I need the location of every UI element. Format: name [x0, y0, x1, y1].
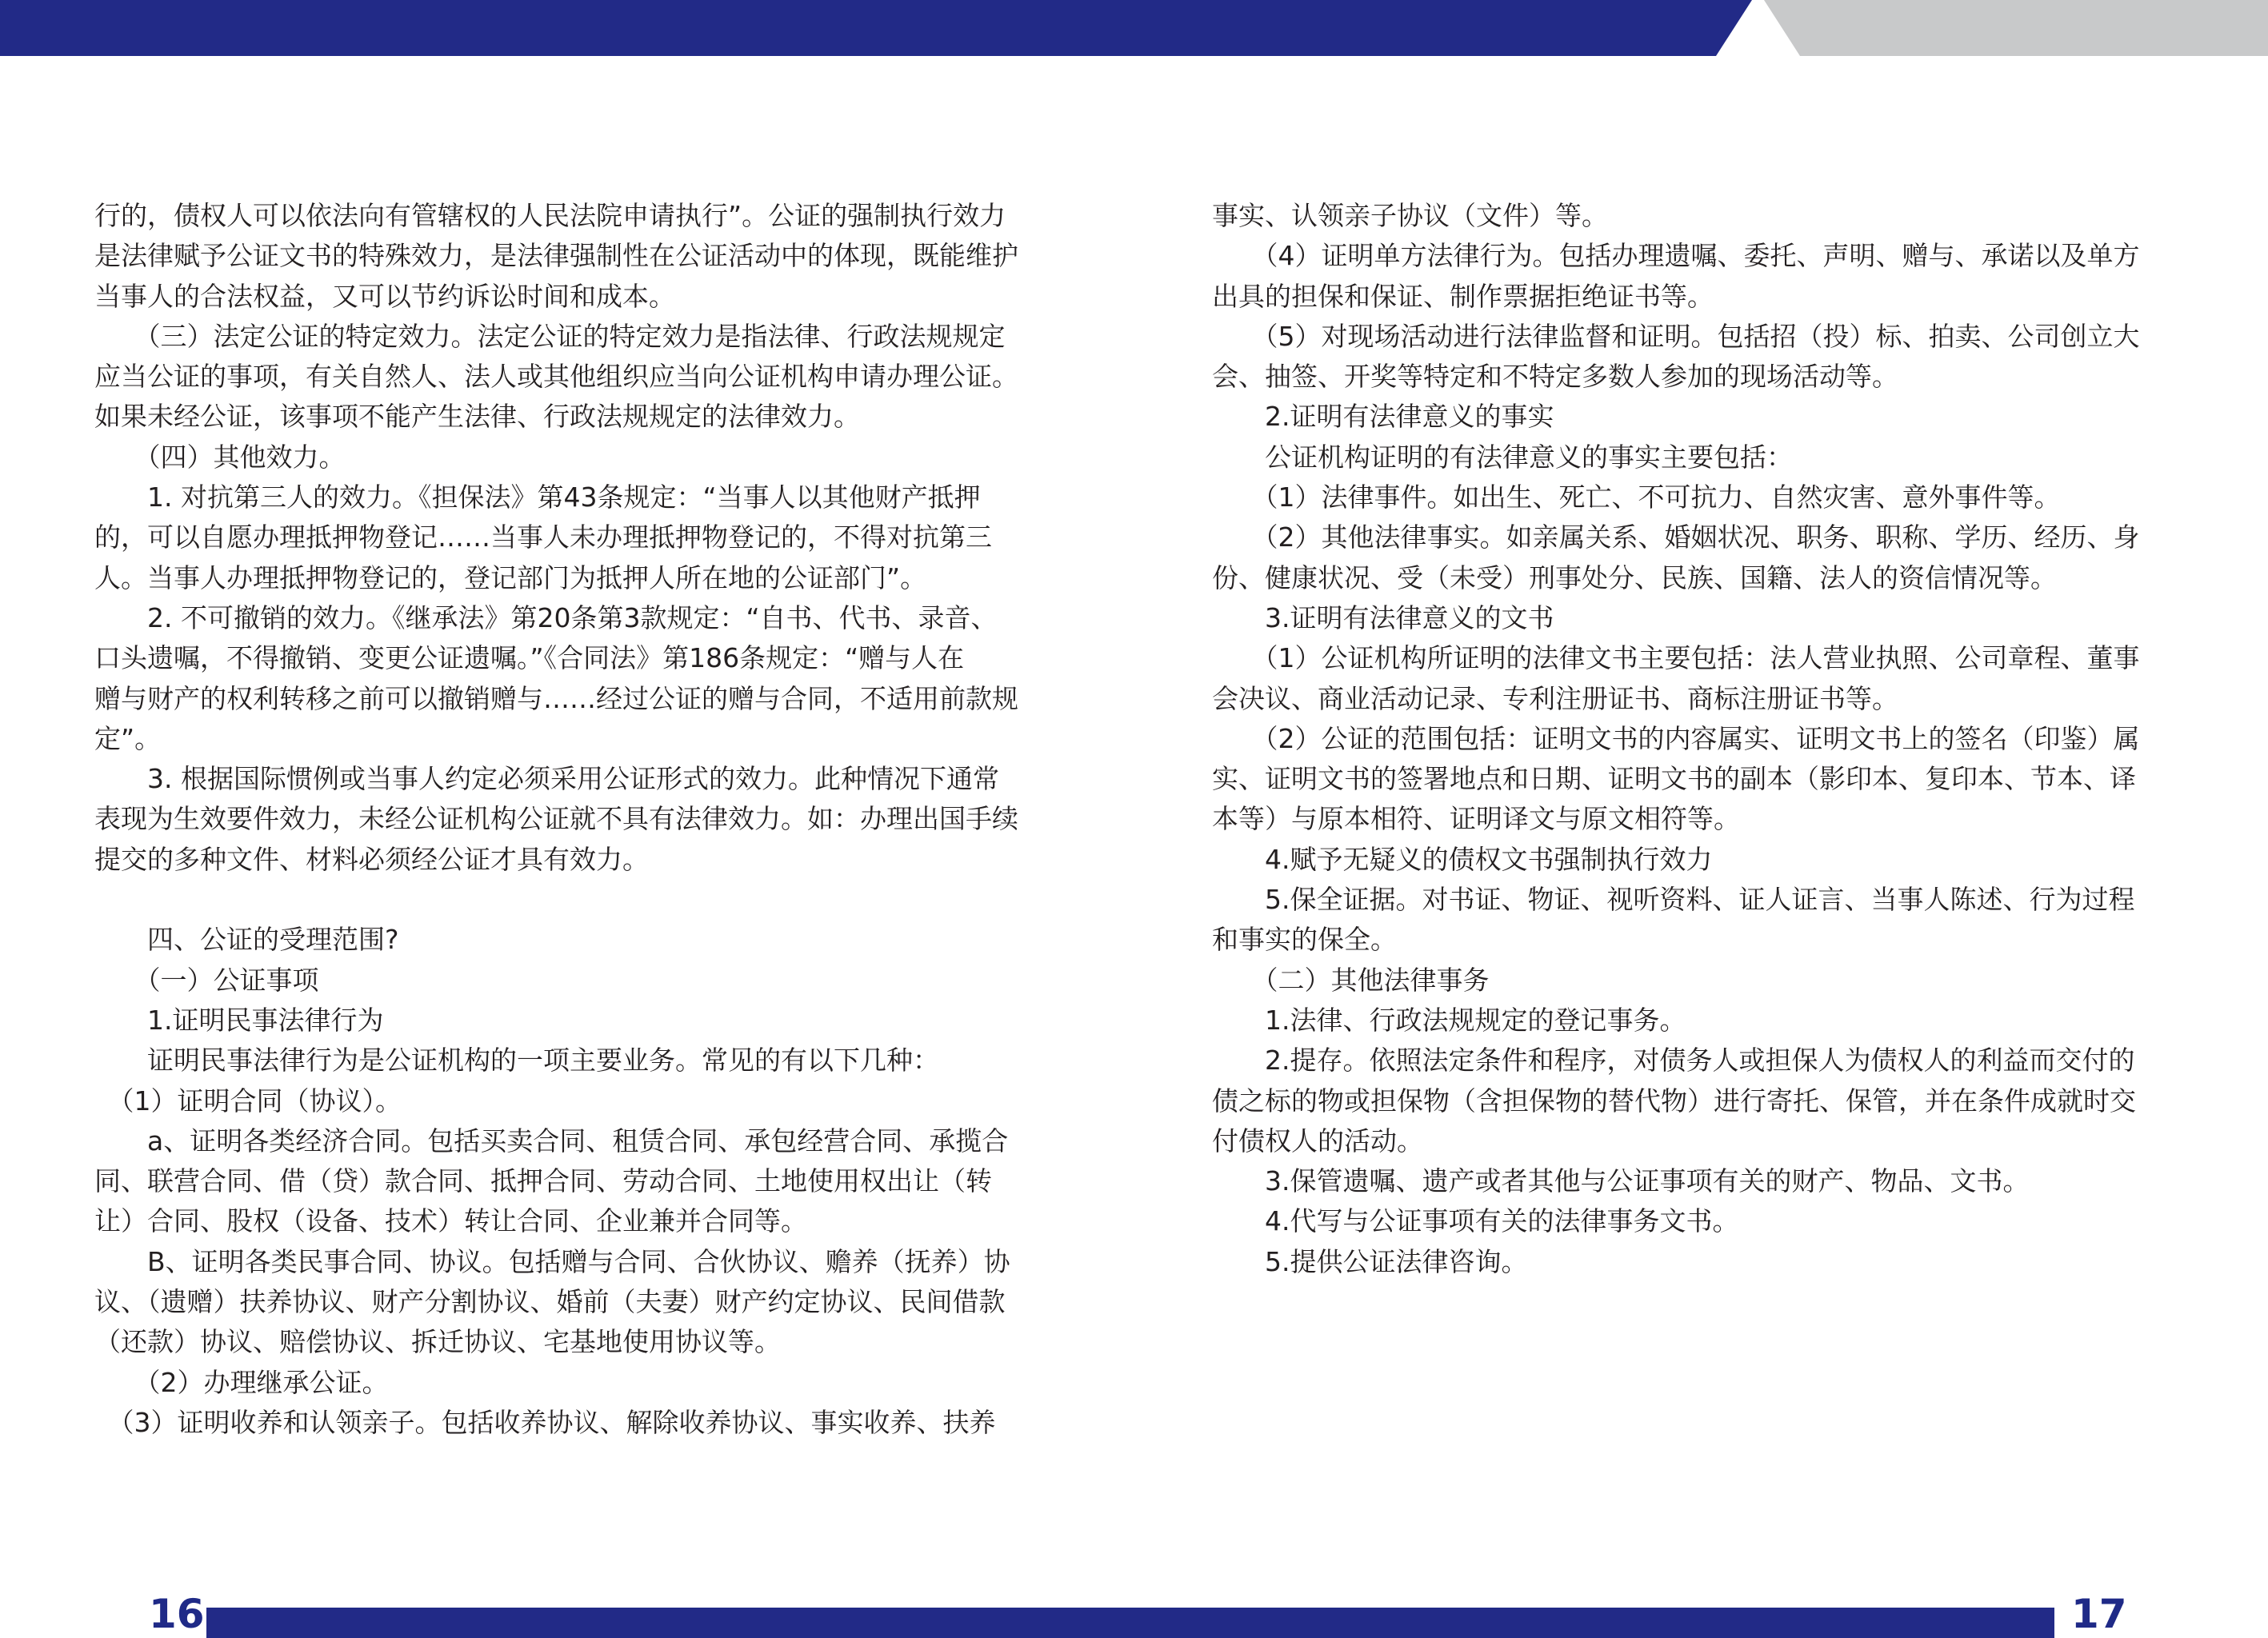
text-line: 表现为生效要件效力，未经公证机构公证就不具有法律效力。如：办理出国手续: [94, 803, 1018, 835]
text-line: 1. 对抗第三人的效力。《担保法》第43条规定：“当事人以其他财产抵押: [94, 481, 981, 513]
text-line: （5）对现场活动进行法律监督和证明。包括招（投）标、拍卖、公司创立大: [1212, 320, 2140, 352]
text-line: 人。当事人办理抵押物登记的，登记部门为抵押人所在地的公证部门”。: [94, 561, 927, 593]
text-line: 5.保全证据。对书证、物证、视听资料、证人证言、当事人陈述、行为过程: [1212, 884, 2135, 916]
text-line: 3.证明有法律意义的文书: [1212, 601, 1554, 633]
text-line: 公证机构证明的有法律意义的事实主要包括：: [1212, 441, 1793, 473]
text-line: 口头遗嘱，不得撤销、变更公证遗嘱。”《合同法》第186条规定：“赠与人在: [94, 642, 965, 674]
text-line: 1.证明民事法律行为: [94, 1004, 384, 1036]
page-number-left: 16: [149, 1591, 205, 1637]
text-line: （2）其他法律事实。如亲属关系、婚姻状况、职务、职称、学历、经历、身: [1212, 521, 2140, 553]
right-page-text: [1212, 196, 2148, 1282]
text-line: a、证明各类经济合同。包括买卖合同、租赁合同、承包经营合同、承揽合: [94, 1125, 1009, 1157]
text-line: 4.代写与公证事项有关的法律事务文书。: [1212, 1205, 1739, 1237]
text-line: 议、（遗赠）扶养协议、财产分割协议、婚前（夫妻）财产约定协议、民间借款: [94, 1286, 1006, 1318]
page-number-right: 17: [2071, 1591, 2127, 1637]
left-page-text: [94, 196, 1030, 1443]
text-line: 赠与财产的权利转移之前可以撤销赠与……经过公证的赠与合同，不适用前款规: [94, 682, 1018, 714]
text-line: 会决议、商业活动记录、专利注册证书、商标注册证书等。: [1212, 682, 1898, 714]
text-line: 2.提存。依照法定条件和程序，对债务人或担保人为债权人的利益而交付的: [1212, 1045, 2135, 1077]
text-line: 2.证明有法律意义的事实: [1212, 401, 1554, 433]
text-line: 4.赋予无疑义的债权文书强制执行效力: [1212, 843, 1713, 875]
text-line: 实、证明文书的签署地点和日期、证明文书的副本（影印本、复印本、节本、译: [1212, 763, 2136, 795]
text-line: （一）公证事项: [94, 964, 319, 996]
top-header-bar: [0, 0, 2268, 56]
text-line: 付债权人的活动。: [1212, 1125, 1423, 1157]
text-line: （4）证明单方法律行为。包括办理遗嘱、委托、声明、赠与、承诺以及单方: [1212, 240, 2140, 272]
text-line: 3. 根据国际惯例或当事人约定必须采用公证形式的效力。此种情况下通常: [94, 763, 999, 795]
text-line: （1）公证机构所证明的法律文书主要包括：法人营业执照、公司章程、董事: [1212, 642, 2140, 674]
text-line: （1）证明合同（协议）。: [94, 1085, 402, 1117]
text-line: 本等）与原本相符、证明译文与原文相符等。: [1212, 803, 1740, 835]
text-line: 证明民事法律行为是公证机构的一项主要业务。常见的有以下几种：: [94, 1045, 939, 1077]
text-line: 债之标的物或担保物（含担保物的替代物）进行寄托、保管，并在条件成就时交: [1212, 1085, 2136, 1117]
text-line: 是法律赋予公证文书的特殊效力，是法律强制性在公证活动中的体现，既能维护: [94, 240, 1018, 272]
text-line: 四、公证的受理范围?: [94, 924, 399, 956]
text-line: 5.提供公证法律咨询。: [1212, 1245, 1528, 1277]
text-line: 定”。: [94, 722, 162, 754]
text-line: 提交的多种文件、材料必须经公证才具有效力。: [94, 843, 649, 875]
text-line: 同、联营合同、借（贷）款合同、抵押合同、劳动合同、土地使用权出让（转: [94, 1165, 992, 1197]
text-line: 出具的担保和保证、制作票据拒绝证书等。: [1212, 280, 1714, 312]
text-line: （2）办理继承公证。: [94, 1366, 389, 1398]
text-line: 2. 不可撤销的效力。《继承法》第20条第3款规定：“自书、代书、录音、: [94, 601, 998, 633]
text-line: B、证明各类民事合同、协议。包括赠与合同、合伙协议、赡养（抚养）协: [94, 1245, 1010, 1277]
text-line: 事实、认领亲子协议（文件）等。: [1212, 200, 1608, 231]
text-line: 应当公证的事项，有关自然人、法人或其他组织应当向公证机构申请办理公证。: [94, 361, 1018, 393]
text-line: 如果未经公证，该事项不能产生法律、行政法规规定的法律效力。: [94, 401, 860, 433]
text-line: [94, 880, 1030, 920]
text-line: （二）其他法律事务: [1212, 964, 1490, 996]
text-line: 让）合同、股权（设备、技术）转让合同、企业兼并合同等。: [94, 1205, 807, 1237]
header-navy-band: [0, 0, 1752, 56]
text-line: 行的，债权人可以依法向有管辖权的人民法院申请执行”。公证的强制执行效力: [94, 200, 1006, 231]
text-line: （还款）协议、赔偿协议、拆迁协议、宅基地使用协议等。: [94, 1326, 781, 1358]
text-line: 会、抽签、开奖等特定和不特定多数人参加的现场活动等。: [1212, 361, 1898, 393]
text-line: 份、健康状况、受（未受）刑事处分、民族、国籍、法人的资信情况等。: [1212, 561, 2057, 593]
text-line: 当事人的合法权益，又可以节约诉讼时间和成本。: [94, 280, 675, 312]
text-line: （2）公证的范围包括：证明文书的内容属实、证明文书上的签名（印鉴）属: [1212, 722, 2140, 754]
text-line: 的，可以自愿办理抵押物登记……当事人未办理抵押物登记的，不得对抗第三: [94, 521, 992, 553]
text-line: （3）证明收养和认领亲子。包括收养协议、解除收养协议、事实收养、扶养: [94, 1406, 996, 1438]
text-line: （四）其他效力。: [94, 441, 346, 473]
text-line: 和事实的保全。: [1212, 924, 1397, 956]
text-line: （1）法律事件。如出生、死亡、不可抗力、自然灾害、意外事件等。: [1212, 481, 2061, 513]
footer-bar: [206, 1608, 2054, 1638]
text-line: （三）法定公证的特定效力。法定公证的特定效力是指法律、行政法规规定: [94, 320, 1006, 352]
text-line: 1.法律、行政法规规定的登记事务。: [1212, 1004, 1686, 1036]
header-gray-band: [1764, 0, 2268, 56]
text-line: 3.保管遗嘱、遗产或者其他与公证事项有关的财产、物品、文书。: [1212, 1165, 2030, 1197]
